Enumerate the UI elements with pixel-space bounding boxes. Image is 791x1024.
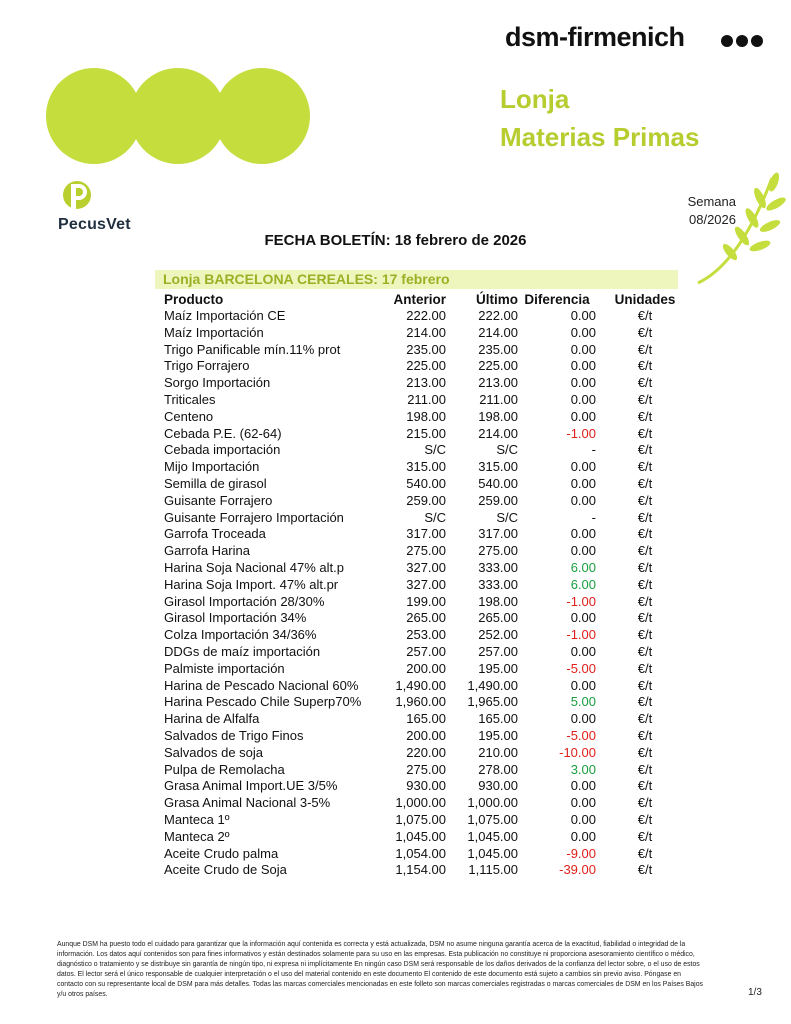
cell-diferencia: 0.00 xyxy=(570,795,596,811)
cell-ultimo: 257.00 xyxy=(478,643,518,659)
cell-unidades: €/t xyxy=(637,308,653,323)
cell-ultimo: 214.00 xyxy=(478,324,518,340)
cell-diferencia-wrap xyxy=(518,627,596,644)
brand-dot-2 xyxy=(736,35,748,47)
cell-anterior: 200.00 xyxy=(406,660,446,676)
table-row xyxy=(160,862,694,879)
cell-anterior: 199.00 xyxy=(406,593,446,609)
cell-unidades: €/t xyxy=(637,610,653,626)
cell-diferencia: -10.00 xyxy=(559,744,596,760)
cell-diferencia-wrap xyxy=(518,610,596,627)
cell-anterior: 220.00 xyxy=(406,744,446,760)
decor-circle-1 xyxy=(46,68,142,164)
cell-anterior: 1,154.00 xyxy=(395,862,446,878)
cell-unidades: €/t xyxy=(637,828,653,844)
cell-diferencia-wrap xyxy=(518,795,596,812)
cell-unidades: €/t xyxy=(637,643,653,659)
week-value: 08/2026 xyxy=(689,212,736,227)
column-header-ultimo: Último xyxy=(476,291,518,307)
cell-unidades: €/t xyxy=(637,375,653,391)
cell-producto: Harina Pescado Chile Superp70% xyxy=(164,694,362,710)
cell-ultimo: 213.00 xyxy=(478,375,518,391)
cell-anterior: 253.00 xyxy=(406,627,446,643)
cell-ultimo: 252.00 xyxy=(478,627,518,643)
cell-diferencia: 0.00 xyxy=(570,375,596,391)
cell-diferencia-wrap xyxy=(518,493,596,510)
cell-anterior: 275.00 xyxy=(406,543,446,559)
pecusvet-logo-icon xyxy=(62,180,92,214)
cell-unidades: €/t xyxy=(637,492,653,508)
table-row xyxy=(160,409,694,426)
cell-producto: Salvados de soja xyxy=(164,744,264,760)
cell-ultimo: 317.00 xyxy=(478,526,518,542)
cell-producto: Harina Soja Import. 47% alt.pr xyxy=(164,576,339,592)
cell-unidades: €/t xyxy=(637,358,653,374)
table-row xyxy=(160,375,694,392)
cell-diferencia-wrap xyxy=(518,745,596,762)
cell-unidades: €/t xyxy=(637,576,653,592)
cell-anterior: 211.00 xyxy=(407,391,446,407)
cell-ultimo: 195.00 xyxy=(478,727,518,743)
brand-logo-text: dsm-firmenich xyxy=(505,22,685,52)
cell-producto: Mijo Importación xyxy=(164,459,260,475)
cell-diferencia-wrap xyxy=(518,342,596,359)
page-subtitle: Materias Primas xyxy=(500,122,700,152)
cell-ultimo: 1,000.00 xyxy=(467,795,518,811)
cell-unidades: €/t xyxy=(637,425,653,441)
table-row xyxy=(160,846,694,863)
section-title: Lonja BARCELONA CEREALES: 17 febrero xyxy=(163,271,450,287)
cell-diferencia-wrap xyxy=(518,442,596,459)
cell-unidades: €/t xyxy=(637,526,653,542)
cell-anterior: 315.00 xyxy=(406,459,446,475)
table-row xyxy=(160,459,694,476)
cell-producto: Manteca 1º xyxy=(164,811,230,827)
cell-anterior: S/C xyxy=(424,509,446,525)
cell-ultimo: 1,490.00 xyxy=(467,677,518,693)
cell-producto: Guisante Forrajero Importación xyxy=(164,509,344,525)
cell-ultimo: 333.00 xyxy=(478,576,518,592)
cell-diferencia-wrap xyxy=(518,829,596,846)
table-row xyxy=(160,795,694,812)
cell-ultimo: 222.00 xyxy=(478,308,518,323)
table-row xyxy=(160,778,694,795)
cell-producto: DDGs de maíz importación xyxy=(164,643,321,659)
table-row xyxy=(160,560,694,577)
table-row xyxy=(160,594,694,611)
cell-unidades: €/t xyxy=(637,660,653,676)
cell-ultimo: 265.00 xyxy=(478,610,518,626)
cell-diferencia: -9.00 xyxy=(566,845,596,861)
cell-diferencia: 0.00 xyxy=(570,677,596,693)
cell-ultimo: 540.00 xyxy=(478,475,518,491)
column-header-anterior: Anterior xyxy=(393,291,446,307)
cell-producto: Grasa Animal Nacional 3-5% xyxy=(164,795,331,811)
cell-unidades: €/t xyxy=(637,391,653,407)
cell-ultimo: 195.00 xyxy=(478,660,518,676)
cell-unidades: €/t xyxy=(637,593,653,609)
cell-anterior: 200.00 xyxy=(406,727,446,743)
cell-ultimo: 198.00 xyxy=(478,593,518,609)
cell-producto: Manteca 2º xyxy=(164,828,230,844)
cell-producto: Palmiste importación xyxy=(164,660,285,676)
cell-ultimo: 1,965.00 xyxy=(467,694,518,710)
table-row xyxy=(160,577,694,594)
cell-unidades: €/t xyxy=(637,862,653,878)
cell-diferencia-wrap xyxy=(518,409,596,426)
cell-anterior: 930.00 xyxy=(406,778,446,794)
table-row xyxy=(160,493,694,510)
cell-diferencia-wrap xyxy=(518,358,596,375)
table-row xyxy=(160,426,694,443)
cell-ultimo: S/C xyxy=(496,509,518,525)
table-row xyxy=(160,442,694,459)
cell-producto: Semilla de girasol xyxy=(164,475,267,491)
cell-diferencia-wrap xyxy=(518,728,596,745)
cell-diferencia: 0.00 xyxy=(570,324,596,340)
cell-producto: Aceite Crudo palma xyxy=(164,845,279,861)
cell-producto: Salvados de Trigo Finos xyxy=(164,727,304,743)
cell-anterior: 1,960.00 xyxy=(395,694,446,710)
table-row xyxy=(160,812,694,829)
cell-ultimo: 930.00 xyxy=(478,778,518,794)
cell-anterior: 1,000.00 xyxy=(395,795,446,811)
cell-diferencia-wrap xyxy=(518,526,596,543)
cell-diferencia-wrap xyxy=(518,392,596,409)
cell-anterior: 225.00 xyxy=(406,358,446,374)
cell-producto: Girasol Importación 34% xyxy=(164,610,307,626)
cell-diferencia: - xyxy=(591,509,596,525)
column-header-producto: Producto xyxy=(164,291,224,307)
cell-ultimo: 211.00 xyxy=(479,391,518,407)
cell-unidades: €/t xyxy=(637,694,653,710)
cell-diferencia-wrap xyxy=(518,426,596,443)
table-row xyxy=(160,694,694,711)
cell-ultimo: 165.00 xyxy=(478,711,518,727)
cell-unidades: €/t xyxy=(637,627,653,643)
table-body xyxy=(160,308,694,879)
cell-diferencia: 0.00 xyxy=(570,341,596,357)
cell-diferencia: -5.00 xyxy=(566,727,596,743)
cell-unidades: €/t xyxy=(637,677,653,693)
table-row xyxy=(160,308,694,325)
cell-diferencia: 0.00 xyxy=(570,308,596,323)
cell-diferencia-wrap xyxy=(518,812,596,829)
page-number: 1/3 xyxy=(748,987,762,998)
cell-ultimo: 198.00 xyxy=(478,408,518,424)
cell-diferencia-wrap xyxy=(518,594,596,611)
cell-anterior: 235.00 xyxy=(406,341,446,357)
cell-ultimo: 315.00 xyxy=(478,459,518,475)
cell-ultimo: 333.00 xyxy=(478,559,518,575)
cell-unidades: €/t xyxy=(637,811,653,827)
cell-diferencia-wrap xyxy=(518,862,596,879)
cell-producto: Harina de Alfalfa xyxy=(164,711,260,727)
cell-diferencia: 6.00 xyxy=(570,576,596,592)
cell-anterior: 1,490.00 xyxy=(395,677,446,693)
cell-diferencia: -1.00 xyxy=(566,425,596,441)
table-row xyxy=(160,711,694,728)
cell-unidades: €/t xyxy=(637,408,653,424)
cell-anterior: 327.00 xyxy=(406,576,446,592)
table-row xyxy=(160,644,694,661)
table-row xyxy=(160,526,694,543)
cell-ultimo: 1,115.00 xyxy=(468,862,518,878)
cell-unidades: €/t xyxy=(637,324,653,340)
cell-producto: Cebada importación xyxy=(164,442,281,458)
table-row xyxy=(160,342,694,359)
table-row xyxy=(160,392,694,409)
cell-diferencia: 0.00 xyxy=(570,778,596,794)
cell-anterior: 1,045.00 xyxy=(395,828,446,844)
decor-circle-2 xyxy=(130,68,226,164)
cell-diferencia-wrap xyxy=(518,375,596,392)
cell-unidades: €/t xyxy=(637,845,653,861)
cell-diferencia-wrap xyxy=(518,661,596,678)
disclaimer-text: Aunque DSM ha puesto todo el cuidado para garantizar que la información aquí contenida es correcta y está actualizada, DSM no asume ninguna garantía acerca de la exactitud, fiabilidad o integridad de la información. Los datos aquí contenidos son para fines informativos y están destinados solamente para su uso en las empresas. Esta publicación no constituye ni proporciona asesoramiento científico o médico, diagnóstico o tratamiento y se distribuye sin garantía de ningún tipo, ni expresa ni implícitamente En ningún caso DSM será responsable de los daños derivados de la confianza del lector sobre, o el uso de estos datos. El lector será el único responsable de cualquier interpretación o el uso del material contenido en este documento El contenido de este documento está sujeto a cambios sin previo aviso. Póngase en contacto con su representante local de DSM para más detalles. Todas las marcas comerciales mencionadas en este folleto son marcas comerciales registradas o marcas comerciales de DSM en los Países Bajos y/u otros países. xyxy=(57,941,703,998)
cell-diferencia-wrap xyxy=(518,510,596,527)
cell-anterior: 214.00 xyxy=(406,324,446,340)
cell-diferencia: 0.00 xyxy=(570,459,596,475)
cell-unidades: €/t xyxy=(637,711,653,727)
cell-anterior: 317.00 xyxy=(406,526,446,542)
cell-producto: Pulpa de Remolacha xyxy=(164,761,285,777)
cell-diferencia: 0.00 xyxy=(570,643,596,659)
cell-unidades: €/t xyxy=(637,727,653,743)
cell-anterior: 1,054.00 xyxy=(395,845,446,861)
cell-diferencia-wrap xyxy=(518,308,596,325)
cell-diferencia-wrap xyxy=(518,694,596,711)
cell-unidades: €/t xyxy=(637,509,653,525)
cell-anterior: 222.00 xyxy=(406,308,446,323)
cell-diferencia: 0.00 xyxy=(570,828,596,844)
cell-diferencia: 0.00 xyxy=(570,610,596,626)
cell-anterior: 165.00 xyxy=(406,711,446,727)
cell-diferencia: -39.00 xyxy=(559,862,596,878)
cell-producto: Centeno xyxy=(164,408,214,424)
cell-diferencia: -1.00 xyxy=(566,627,596,643)
cell-diferencia-wrap xyxy=(518,711,596,728)
cell-producto: Girasol Importación 28/30% xyxy=(164,593,325,609)
table-row xyxy=(160,325,694,342)
cell-unidades: €/t xyxy=(637,543,653,559)
cell-anterior: S/C xyxy=(424,442,446,458)
table-row xyxy=(160,358,694,375)
cell-diferencia: 0.00 xyxy=(570,711,596,727)
cell-anterior: 1,075.00 xyxy=(395,811,446,827)
cell-anterior: 198.00 xyxy=(406,408,446,424)
cell-unidades: €/t xyxy=(637,559,653,575)
column-header-unidades: Unidades xyxy=(614,291,676,307)
cell-diferencia-wrap xyxy=(518,678,596,695)
cell-ultimo: 214.00 xyxy=(478,425,518,441)
table-row xyxy=(160,762,694,779)
cell-anterior: 327.00 xyxy=(406,559,446,575)
pecusvet-logo-text: PecusVet xyxy=(58,216,131,233)
cell-producto: Harina de Pescado Nacional 60% xyxy=(164,677,359,693)
table-row xyxy=(160,627,694,644)
cell-diferencia: 3.00 xyxy=(570,761,596,777)
cell-anterior: 275.00 xyxy=(406,761,446,777)
cell-ultimo: 275.00 xyxy=(478,543,518,559)
cell-diferencia: 0.00 xyxy=(570,526,596,542)
table-row xyxy=(160,476,694,493)
cell-anterior: 540.00 xyxy=(406,475,446,491)
brand-dot-3 xyxy=(751,35,763,47)
cell-diferencia-wrap xyxy=(518,325,596,342)
cell-diferencia: 6.00 xyxy=(570,559,596,575)
cell-diferencia-wrap xyxy=(518,644,596,661)
cell-diferencia-wrap xyxy=(518,476,596,493)
cell-producto: Trigo Forrajero xyxy=(164,358,250,374)
cell-unidades: €/t xyxy=(637,778,653,794)
cell-unidades: €/t xyxy=(637,475,653,491)
cell-ultimo: S/C xyxy=(496,442,518,458)
cell-producto: Colza Importación 34/36% xyxy=(164,627,317,643)
table-row xyxy=(160,678,694,695)
table-row xyxy=(160,610,694,627)
cell-anterior: 213.00 xyxy=(406,375,446,391)
table-row xyxy=(160,745,694,762)
cell-producto: Garrofa Troceada xyxy=(164,526,266,542)
table-row xyxy=(160,829,694,846)
bulletin-date: FECHA BOLETÍN: 18 febrero de 2026 xyxy=(264,232,527,249)
week-label: Semana xyxy=(687,194,736,209)
cell-producto: Maíz Importación xyxy=(164,324,264,340)
cell-diferencia-wrap xyxy=(518,762,596,779)
table-header-row xyxy=(160,290,694,308)
cell-diferencia-wrap xyxy=(518,778,596,795)
cell-diferencia: 0.00 xyxy=(570,475,596,491)
decor-circle-3 xyxy=(214,68,310,164)
wheat-icon xyxy=(687,168,790,288)
cell-diferencia: -5.00 xyxy=(566,660,596,676)
cell-diferencia-wrap xyxy=(518,560,596,577)
table-row xyxy=(160,510,694,527)
cell-producto: Harina Soja Nacional 47% alt.p xyxy=(164,559,344,575)
cell-producto: Trigo Panificable mín.11% prot xyxy=(164,341,341,357)
table-row xyxy=(160,728,694,745)
cell-diferencia: 0.00 xyxy=(570,543,596,559)
cell-producto: Maíz Importación CE xyxy=(164,308,286,323)
cell-ultimo: 1,075.00 xyxy=(467,811,518,827)
cell-producto: Sorgo Importación xyxy=(164,375,271,391)
cell-diferencia-wrap xyxy=(518,543,596,560)
cell-producto: Garrofa Harina xyxy=(164,543,250,559)
cell-diferencia: 0.00 xyxy=(570,391,596,407)
cell-diferencia-wrap xyxy=(518,459,596,476)
cell-anterior: 215.00 xyxy=(406,425,446,441)
cell-ultimo: 210.00 xyxy=(478,744,518,760)
cell-unidades: €/t xyxy=(637,761,653,777)
cell-producto: Grasa Animal Import.UE 3/5% xyxy=(164,778,338,794)
table-row xyxy=(160,543,694,560)
cell-unidades: €/t xyxy=(637,459,653,475)
cell-anterior: 259.00 xyxy=(406,492,446,508)
cell-unidades: €/t xyxy=(637,442,653,458)
cell-producto: Aceite Crudo de Soja xyxy=(164,862,287,878)
cell-ultimo: 235.00 xyxy=(478,341,518,357)
page-title: Lonja xyxy=(500,84,570,114)
cell-diferencia: 0.00 xyxy=(570,492,596,508)
cell-producto: Guisante Forrajero xyxy=(164,492,273,508)
cell-anterior: 257.00 xyxy=(406,643,446,659)
cell-ultimo: 1,045.00 xyxy=(467,828,518,844)
cell-ultimo: 1,045.00 xyxy=(467,845,518,861)
cell-anterior: 265.00 xyxy=(406,610,446,626)
brand-dot-1 xyxy=(721,35,733,47)
price-table xyxy=(160,290,694,879)
cell-unidades: €/t xyxy=(637,341,653,357)
cell-diferencia-wrap xyxy=(518,846,596,863)
cell-diferencia: 0.00 xyxy=(570,358,596,374)
cell-unidades: €/t xyxy=(637,744,653,760)
column-header-diferencia: Diferencia xyxy=(524,291,590,307)
cell-producto: Cebada P.E. (62-64) xyxy=(164,425,282,441)
table-row xyxy=(160,661,694,678)
cell-ultimo: 259.00 xyxy=(478,492,518,508)
cell-diferencia: -1.00 xyxy=(566,593,596,609)
cell-diferencia: 5.00 xyxy=(570,694,596,710)
cell-diferencia: 0.00 xyxy=(570,811,596,827)
cell-ultimo: 225.00 xyxy=(478,358,518,374)
cell-diferencia-wrap xyxy=(518,577,596,594)
cell-diferencia: 0.00 xyxy=(570,408,596,424)
cell-producto: Triticales xyxy=(164,391,216,407)
cell-unidades: €/t xyxy=(637,795,653,811)
cell-diferencia: - xyxy=(591,442,596,458)
cell-ultimo: 278.00 xyxy=(478,761,518,777)
